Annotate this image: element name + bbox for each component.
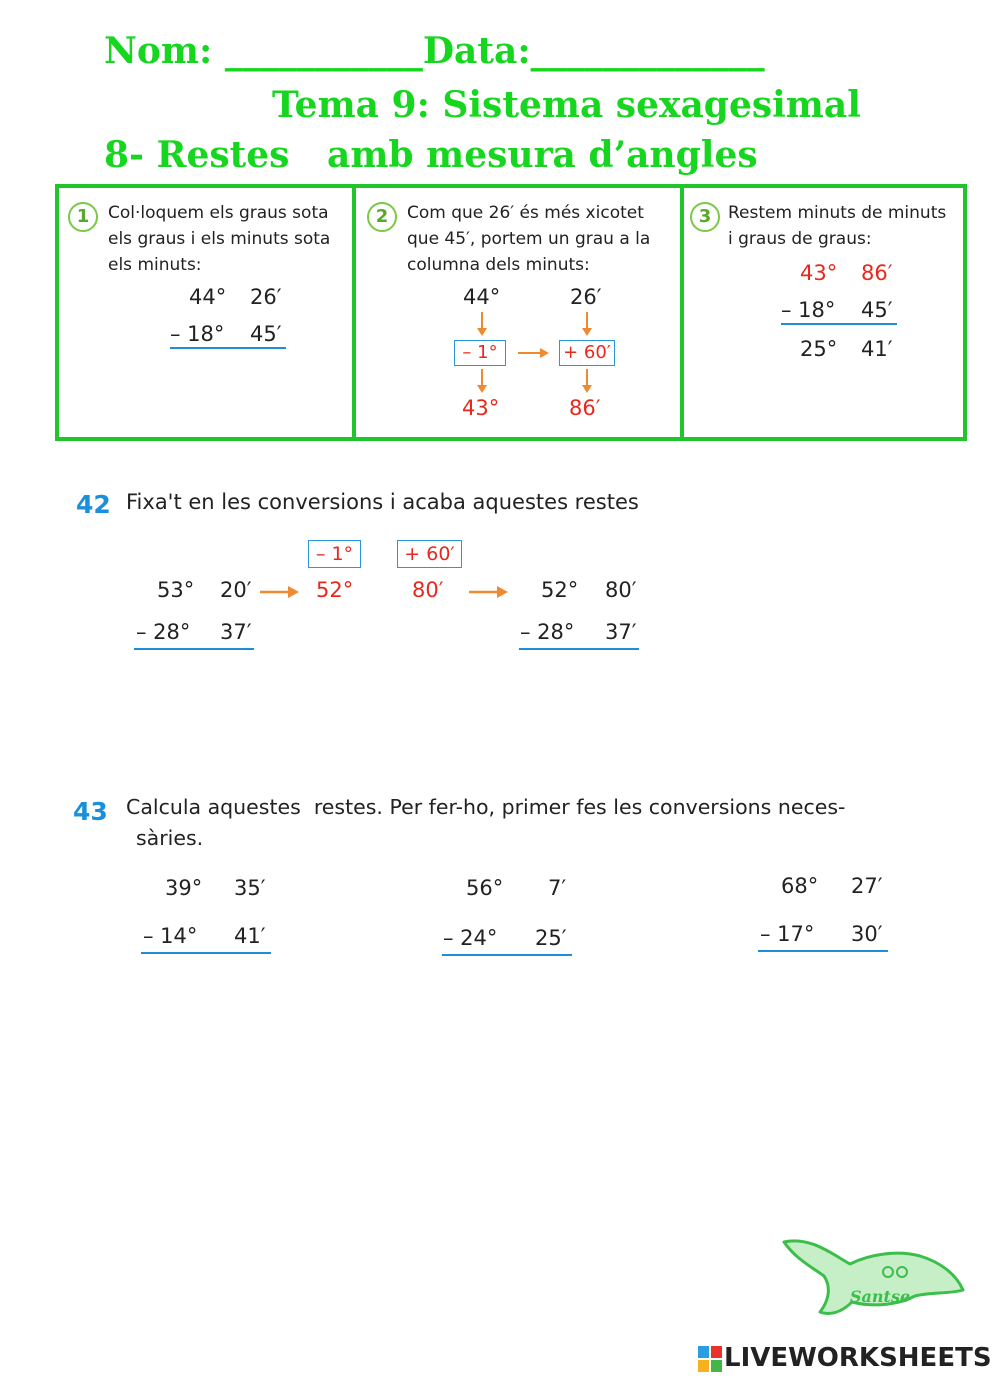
step-2-plus-sixty-box: + 60′ [559, 340, 615, 366]
step-1-line-1: Col·loquem els graus sota [108, 203, 329, 223]
step-2-text [407, 200, 650, 278]
exercise-43-instruction-2: sàries. [136, 826, 204, 850]
step-1-deg-1: 44° [189, 285, 227, 309]
ex43-p2-deg1: 56° [466, 876, 504, 900]
step-3-deg-2: – 18° [781, 298, 836, 322]
ex42-conv-deg: 52° [316, 578, 354, 602]
step-number-1: 1 [68, 202, 98, 232]
arrow-right-icon [518, 346, 550, 360]
ex43-p3-min1: 27′ [851, 874, 883, 898]
step-2-line-2: que 45′, portem un grau a la [407, 229, 651, 249]
step-1-min-2: 45′ [250, 322, 282, 346]
ex43-p2-min1: 7′ [548, 876, 567, 900]
step-3-deg-1: 43° [800, 261, 838, 285]
exercise-43-instruction-1: Calcula aquestes restes. Per fer-ho, primer fes les conversions neces- [126, 795, 846, 819]
step-2-line-3: columna dels minuts: [407, 255, 590, 275]
ex42-orig-min: 20′ [220, 578, 252, 602]
step-1-line-2: els graus i els minuts sota [108, 229, 331, 249]
logo-text: Santse [850, 1287, 911, 1306]
ex42-final-min: 80′ [605, 578, 637, 602]
step-1-text [108, 200, 330, 278]
step-3-line-2: i graus de graus: [728, 229, 872, 249]
ex42-final-sub-min: 37′ [605, 620, 637, 644]
step-2-top-deg: 44° [463, 285, 501, 309]
step-3-result-min: 41′ [861, 337, 893, 361]
ex43-p3-deg2: – 17° [760, 922, 815, 946]
arrow-right-icon [469, 585, 509, 599]
step-3-underline [781, 323, 897, 325]
exercise-42-instruction: Fixa't en les conversions i acaba aquestes restes [126, 490, 639, 514]
ex42-final-deg: 52° [541, 578, 579, 602]
ex43-p1-underline [141, 952, 271, 954]
footer-brand[interactable]: LIVEWORKSHEETS [724, 1343, 992, 1373]
name-date-line: Nom: ___________Data:_____________ [104, 30, 765, 72]
step-3-line-1: Restem minuts de minuts [728, 203, 947, 223]
arrow-down-icon [472, 312, 492, 338]
ex42-conv-min: 80′ [412, 578, 444, 602]
ex42-sub-min: 37′ [220, 620, 252, 644]
step-1-deg-2: – 18° [170, 322, 225, 346]
step-number-2: 2 [367, 202, 397, 232]
ex43-p3-min2: 30′ [851, 922, 883, 946]
page-subtitle: 8- Restes amb mesura d’angles [104, 134, 758, 176]
arrow-right-icon [260, 585, 300, 599]
ex43-p1-min1: 35′ [234, 876, 266, 900]
santse-logo [780, 1232, 970, 1322]
step-3-text [728, 200, 946, 252]
step-number-3: 3 [690, 202, 720, 232]
step-1-underline [170, 347, 286, 349]
ex43-p3-deg1: 68° [781, 874, 819, 898]
arrow-down-icon [577, 369, 597, 395]
step-1-min-1: 26′ [250, 285, 282, 309]
ex43-p1-deg2: – 14° [143, 924, 198, 948]
ex43-p1-min2: 41′ [234, 924, 266, 948]
ex43-p3-underline [758, 950, 888, 952]
page-title: Tema 9: Sistema sexagesimal [272, 84, 861, 126]
ex43-p2-deg2: – 24° [443, 926, 498, 950]
step-1-line-3: els minuts: [108, 255, 202, 275]
arrow-down-icon [577, 312, 597, 338]
step-2-top-min: 26′ [570, 285, 602, 309]
exercise-42-number: 42 [76, 490, 111, 519]
step-2-result-min: 86′ [569, 396, 601, 420]
ex42-plus-sixty-box: + 60′ [397, 540, 462, 568]
step-3-min-1: 86′ [861, 261, 893, 285]
step-3-min-2: 45′ [861, 298, 893, 322]
ex42-final-sub-deg: – 28° [520, 620, 575, 644]
arrow-down-icon [472, 369, 492, 395]
step-2-line-1: Com que 26′ és més xicotet [407, 203, 644, 223]
liveworksheets-icon [698, 1346, 722, 1372]
ex43-p2-underline [442, 954, 572, 956]
ex42-underline-left [134, 648, 254, 650]
step-3-result-deg: 25° [800, 337, 838, 361]
ex42-orig-deg: 53° [157, 578, 195, 602]
step-2-minus-one-box: – 1° [454, 340, 506, 366]
ex42-underline-right [519, 648, 639, 650]
ex43-p2-min2: 25′ [535, 926, 567, 950]
step-2-result-deg: 43° [462, 396, 500, 420]
ex43-p1-deg1: 39° [165, 876, 203, 900]
exercise-43-number: 43 [73, 797, 108, 826]
ex42-minus-one-box: – 1° [308, 540, 361, 568]
ex42-sub-deg: – 28° [136, 620, 191, 644]
